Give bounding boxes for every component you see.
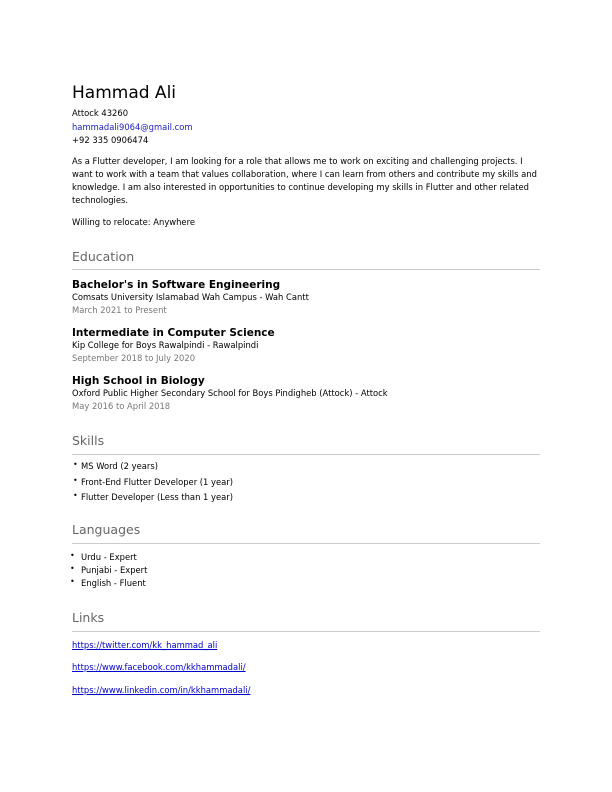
- bullet-icon: •: [70, 551, 75, 560]
- education-dates: May 2016 to April 2018: [72, 401, 171, 411]
- summary: As a Flutter developer, I am looking for a role that allows me to work on exciting and challenging projects. I want to work with a team that values collaboration, where I can learn from others and contribute my skills and knowledge. I am also interested in opportunities to continue developing my skills in Flutter and other related technologies.: [72, 156, 537, 205]
- linkedin-link[interactable]: https://www.linkedin.com/in/kkhammadali/: [72, 685, 251, 695]
- bullet-icon: •: [70, 564, 75, 573]
- education-degree: High School in Biology: [72, 375, 205, 387]
- languages-heading: Languages: [72, 522, 141, 537]
- divider: [72, 631, 540, 632]
- bullet-icon: •: [73, 460, 78, 469]
- divider: [72, 269, 540, 270]
- education-school: Comsats University Islamabad Wah Campus - Wah Cantt: [72, 292, 309, 302]
- twitter-link[interactable]: https://twitter.com/kk_hammad_ali: [72, 640, 218, 650]
- education-dates: September 2018 to July 2020: [72, 353, 196, 363]
- divider: [72, 543, 540, 544]
- location: Attock 43260: [72, 108, 129, 118]
- skills-heading: Skills: [72, 433, 105, 448]
- education-school: Oxford Public Higher Secondary School for Boys Pindigheb (Attock) - Attock: [72, 388, 388, 398]
- education-degree: Intermediate in Computer Science: [72, 327, 275, 339]
- bullet-icon: •: [73, 476, 78, 485]
- email-link[interactable]: hammadali9064@gmail.com: [72, 122, 193, 132]
- bullet-icon: •: [73, 491, 78, 500]
- language-item: English - Fluent: [81, 578, 146, 588]
- candidate-name: Hammad Ali: [72, 83, 177, 103]
- relocate: Willing to relocate: Anywhere: [72, 217, 195, 227]
- divider: [72, 454, 540, 455]
- education-heading: Education: [72, 249, 135, 264]
- education-degree: Bachelor's in Software Engineering: [72, 279, 281, 291]
- language-item: Punjabi - Expert: [81, 565, 148, 575]
- education-school: Kip College for Boys Rawalpindi - Rawalpindi: [72, 340, 259, 350]
- skill-item: Flutter Developer (Less than 1 year): [81, 492, 233, 502]
- skill-item: Front-End Flutter Developer (1 year): [81, 477, 234, 487]
- bullet-icon: •: [70, 577, 75, 586]
- phone: +92 335 0906474: [72, 135, 149, 145]
- skill-item: MS Word (2 years): [81, 461, 158, 471]
- links-heading: Links: [72, 610, 105, 625]
- education-dates: March 2021 to Present: [72, 305, 167, 315]
- facebook-link[interactable]: https://www.facebook.com/kkhammadali/: [72, 662, 246, 672]
- language-item: Urdu - Expert: [81, 552, 137, 562]
